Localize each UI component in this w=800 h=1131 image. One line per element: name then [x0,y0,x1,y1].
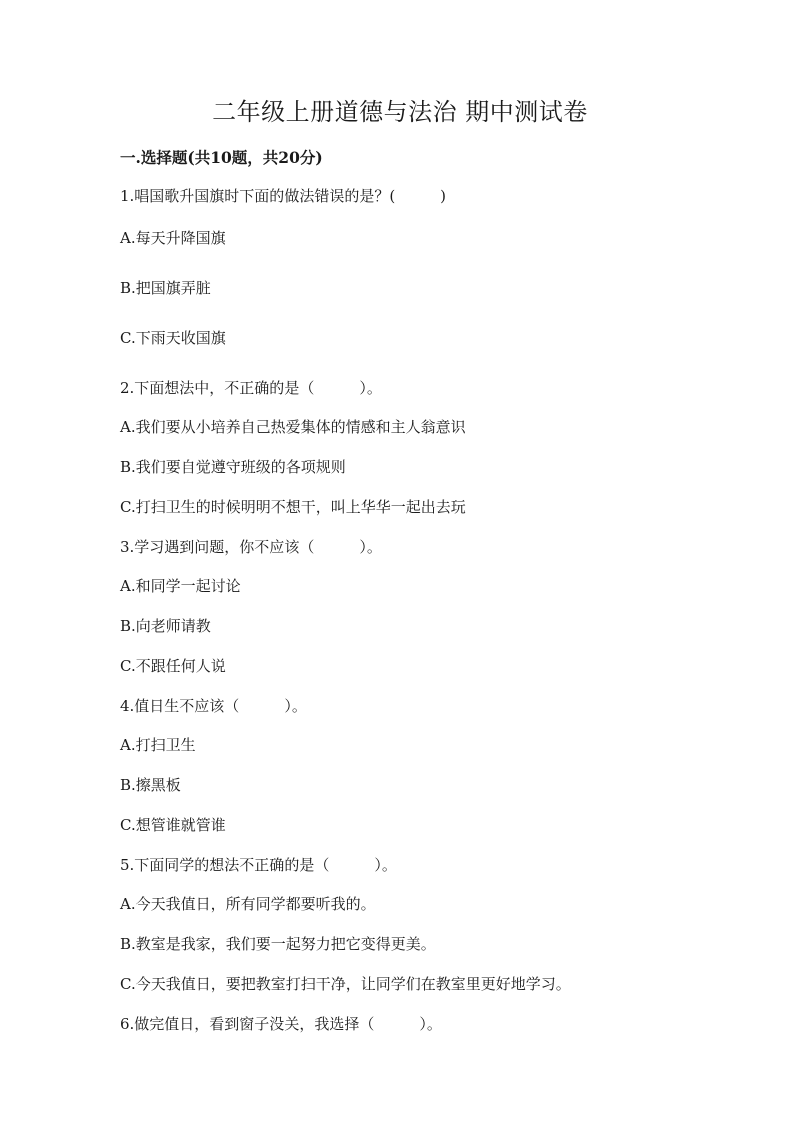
question-3-option-a: A.和同学一起讨论 [120,577,241,595]
question-2-option-c: C.打扫卫生的时候明明不想干，叫上华华一起出去玩 [120,498,466,516]
question-6-stem: 6.做完值日，看到窗子没关，我选择（ ）。 [120,1015,442,1033]
question-2-stem: 2.下面想法中，不正确的是（ ）。 [120,379,382,397]
question-3-option-b: B.向老师请教 [120,617,211,635]
question-2-option-b: B.我们要自觉遵守班级的各项规则 [120,458,346,476]
question-5-option-a: A.今天我值日，所有同学都要听我的。 [120,895,376,913]
question-1-option-c: C.下雨天收国旗 [120,329,226,347]
question-2-option-a: A.我们要从小培养自己热爱集体的情感和主人翁意识 [120,418,466,436]
question-1-stem: 1.唱国歌升国旗时下面的做法错误的是？( ) [120,187,447,205]
question-4-option-a: A.打扫卫生 [120,736,196,754]
question-3-stem: 3.学习遇到问题，你不应该（ ）。 [120,538,382,556]
question-5-option-c: C.今天我值日，要把教室打扫干净，让同学们在教室里更好地学习。 [120,975,571,993]
question-5-stem: 5.下面同学的想法不正确的是（ ）。 [120,856,397,874]
page-title: 二年级上册道德与法治 期中测试卷 [212,98,588,126]
question-4-option-b: B.擦黑板 [120,776,181,794]
question-3-option-c: C.不跟任何人说 [120,657,226,675]
question-1-option-a: A.每天升降国旗 [120,229,226,247]
question-4-stem: 4.值日生不应该（ ）。 [120,697,307,715]
question-5-option-b: B.教室是我家，我们要一起努力把它变得更美。 [120,935,436,953]
question-4-option-c: C.想管谁就管谁 [120,816,226,834]
question-1-option-b: B.把国旗弄脏 [120,279,211,297]
section-heading: 一.选择题(共10题，共20分) [120,148,323,167]
